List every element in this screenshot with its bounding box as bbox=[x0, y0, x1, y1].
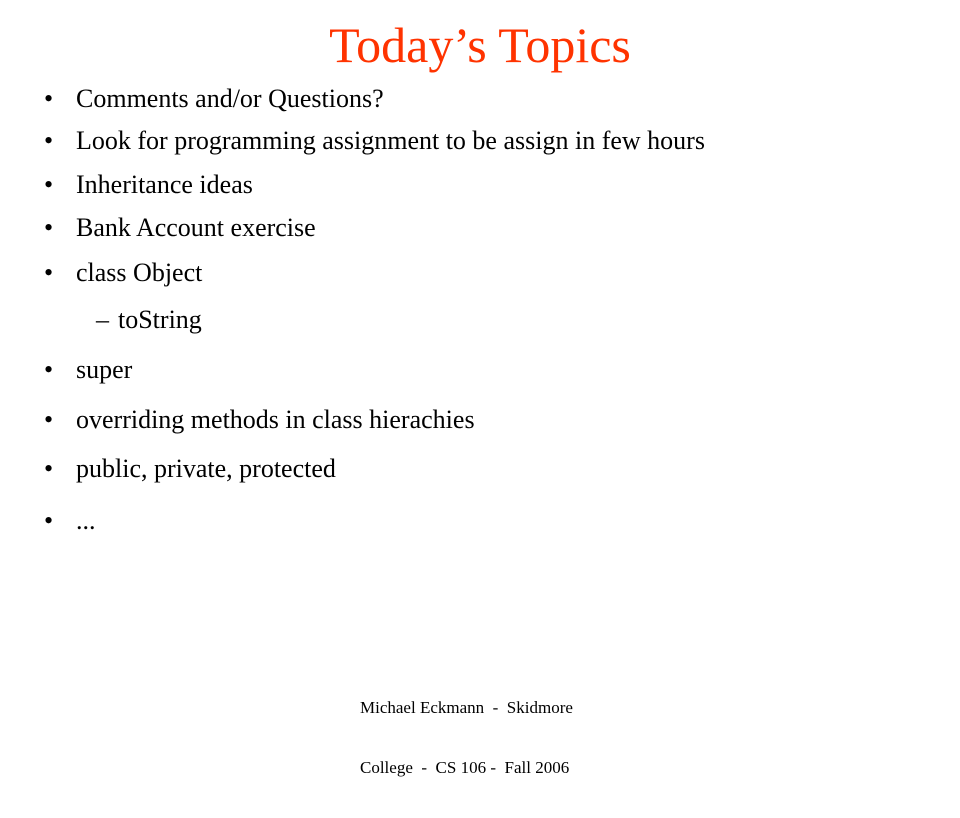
list-item-text: Bank Account exercise bbox=[76, 213, 316, 242]
slide-footer bbox=[360, 658, 620, 818]
list-item-text: Look for programming assignment to be assign in few hours bbox=[76, 126, 705, 155]
bullet-icon: • bbox=[44, 355, 54, 384]
bullet-icon: • bbox=[44, 84, 54, 113]
footer-line: College - CS 106 - Fall 2006 bbox=[360, 758, 570, 777]
list-item-text: ... bbox=[76, 506, 96, 535]
list-item-text: overriding methods in class hierachies bbox=[76, 405, 475, 434]
bullet-icon: • bbox=[44, 506, 54, 535]
list-item-text: Inheritance ideas bbox=[76, 170, 253, 199]
list-item-text: super bbox=[76, 355, 133, 384]
bullet-icon: • bbox=[44, 126, 54, 155]
list-item-text: public, private, protected bbox=[76, 454, 336, 483]
bullet-icon: • bbox=[44, 213, 54, 242]
list-item-text: Comments and/or Questions? bbox=[76, 84, 384, 113]
dash-icon: – bbox=[96, 305, 109, 334]
bullet-icon: • bbox=[44, 405, 54, 434]
list-item-text: class Object bbox=[76, 258, 203, 287]
bullet-icon: • bbox=[44, 170, 54, 199]
bullet-icon: • bbox=[44, 258, 54, 287]
list-item-text: toString bbox=[118, 305, 202, 334]
footer-line: Michael Eckmann - Skidmore bbox=[360, 698, 573, 717]
slide-title: Today’s Topics bbox=[329, 17, 631, 73]
bullet-icon: • bbox=[44, 454, 54, 483]
